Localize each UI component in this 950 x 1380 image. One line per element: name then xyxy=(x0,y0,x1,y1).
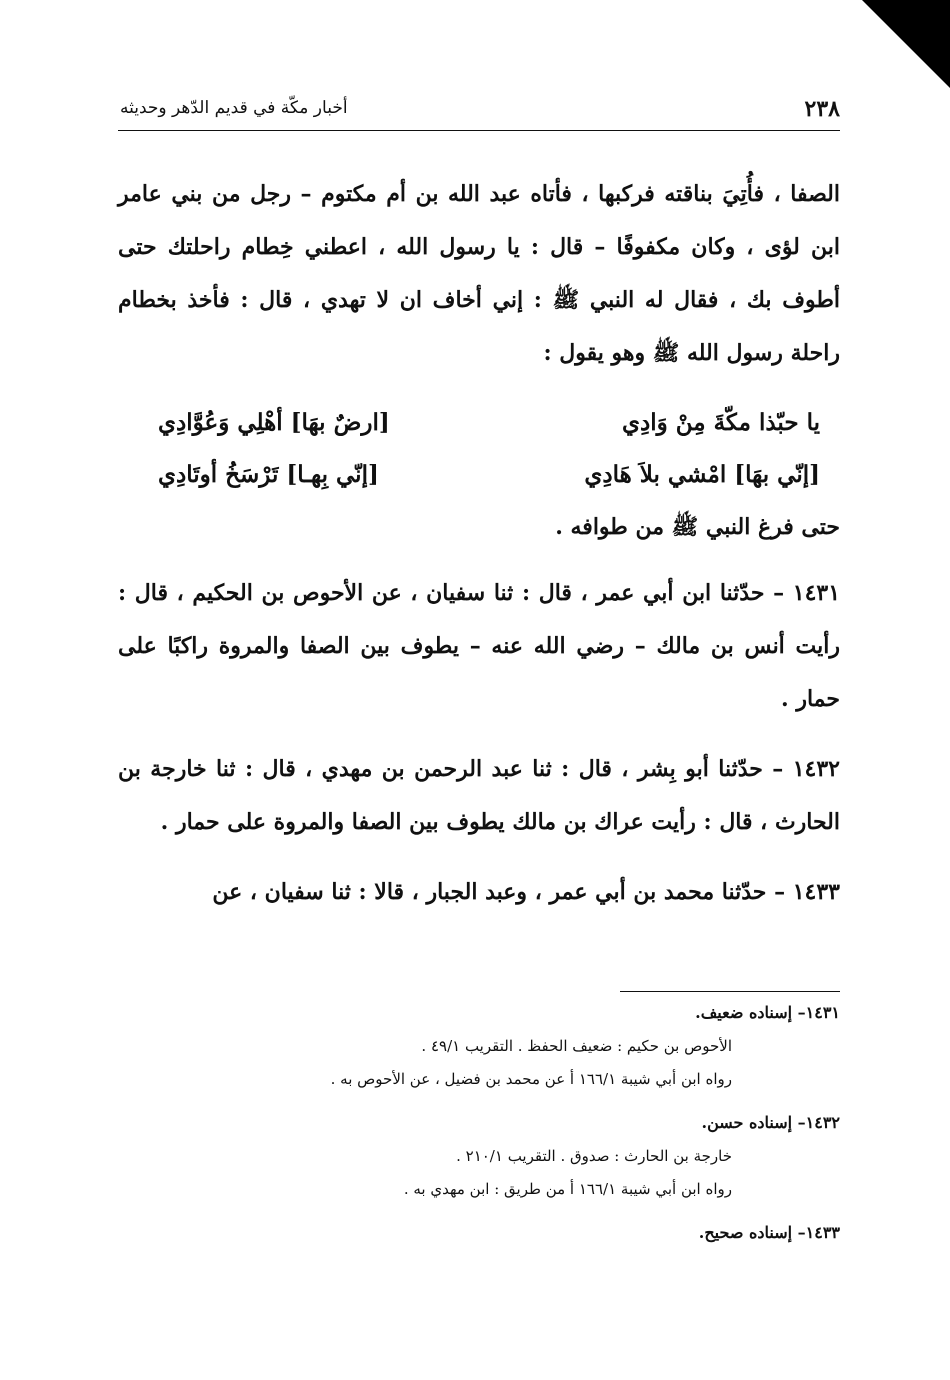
narration-1433: ١٤٣٣ – حدّثنا محمد بن أبي عمر ، وعبد الجبار ، قالا : ثنا سفيان ، عن xyxy=(212,879,840,905)
footnote-line: الأحوص بن حكيم : ضعيف الحفظ . التقريب ٤٩/١ . xyxy=(421,1037,732,1055)
page-header xyxy=(118,96,840,131)
footnote-heading: ١٤٣٣– إسناده صحيح. xyxy=(698,1223,840,1242)
page-corner-mark xyxy=(862,0,950,88)
footnotes xyxy=(118,996,840,1260)
poem-line xyxy=(158,397,820,449)
footnote-separator xyxy=(620,991,840,992)
footnote-line: خارجة بن الحارث : صدوق . التقريب ٢١٠/١ . xyxy=(456,1147,732,1165)
poem-hemistich: [إنّي بهَا] امْشي بلاَ هَادِي xyxy=(584,461,820,488)
footnote-line: رواه ابن أبي شيبة ١٦٦/١ أ عن محمد بن فضيل ، عن الأحوص به . xyxy=(330,1070,732,1088)
poem-hemistich: [إنّي بِهـا] تَرْسَخُ أوتَادِي xyxy=(158,461,379,488)
intro-paragraph: الصفا ، فأُتِيَ بناقته فركبها ، فأتاه عبد الله بن أم مكتوم – رجل من بني عامر ابن لؤى ، وكان مكفوفًا – قال : يا رسول الله ، اعطني خِطام راحلتك حتى أطوف بك ، فقال له النبي ﷺ : إني أخاف ان لا تهدي ، قال : فأخذ بخطام راحلة رسول الله ﷺ وهو يقول : xyxy=(118,181,840,366)
poem xyxy=(158,397,820,501)
running-title: أخبار مكّة في قديم الدّهر وحديثه xyxy=(120,98,348,118)
page-number: ٢٣٨ xyxy=(804,96,840,122)
footnote-heading: ١٤٣٢– إسناده حسن. xyxy=(701,1113,840,1132)
narration-1432: ١٤٣٢ – حدّثنا أبو بِشر ، قال : ثنا عبد الرحمن بن مهدي ، قال : ثنا خارجة بن الحارث ، قال : رأيت عراك بن مالك يطوف بين الصفا والمروة على حمار . xyxy=(118,756,840,835)
footnote-heading: ١٤٣١– إسناده ضعيف. xyxy=(695,1003,840,1022)
poem-line xyxy=(158,449,820,501)
narration-1431: ١٤٣١ – حدّثنا ابن أبي عمر ، قال : ثنا سفيان ، عن الأحوص بن الحكيم ، قال : رأيت أنس بن مالك – رضي الله عنه – يطوف بين الصفا والمروة راكبًا على حمار . xyxy=(118,580,841,712)
poem-hemistich: [ارضٌ بهَا] أهْلِي وَعُوَّادِي xyxy=(158,409,390,436)
closing-line: حتى فرغ النبي ﷺ من طوافه . xyxy=(555,514,840,540)
poem-hemistich: يا حبّذا مكّةَ مِنْ وَادِي xyxy=(622,409,820,436)
footnote-1431 xyxy=(118,996,840,1096)
footnote-line: رواه ابن أبي شيبة ١٦٦/١ أ من طريق : ابن مهدي به . xyxy=(403,1180,732,1198)
footnote-1433 xyxy=(118,1216,840,1250)
footnote-1432 xyxy=(118,1106,840,1206)
main-text xyxy=(118,168,840,936)
